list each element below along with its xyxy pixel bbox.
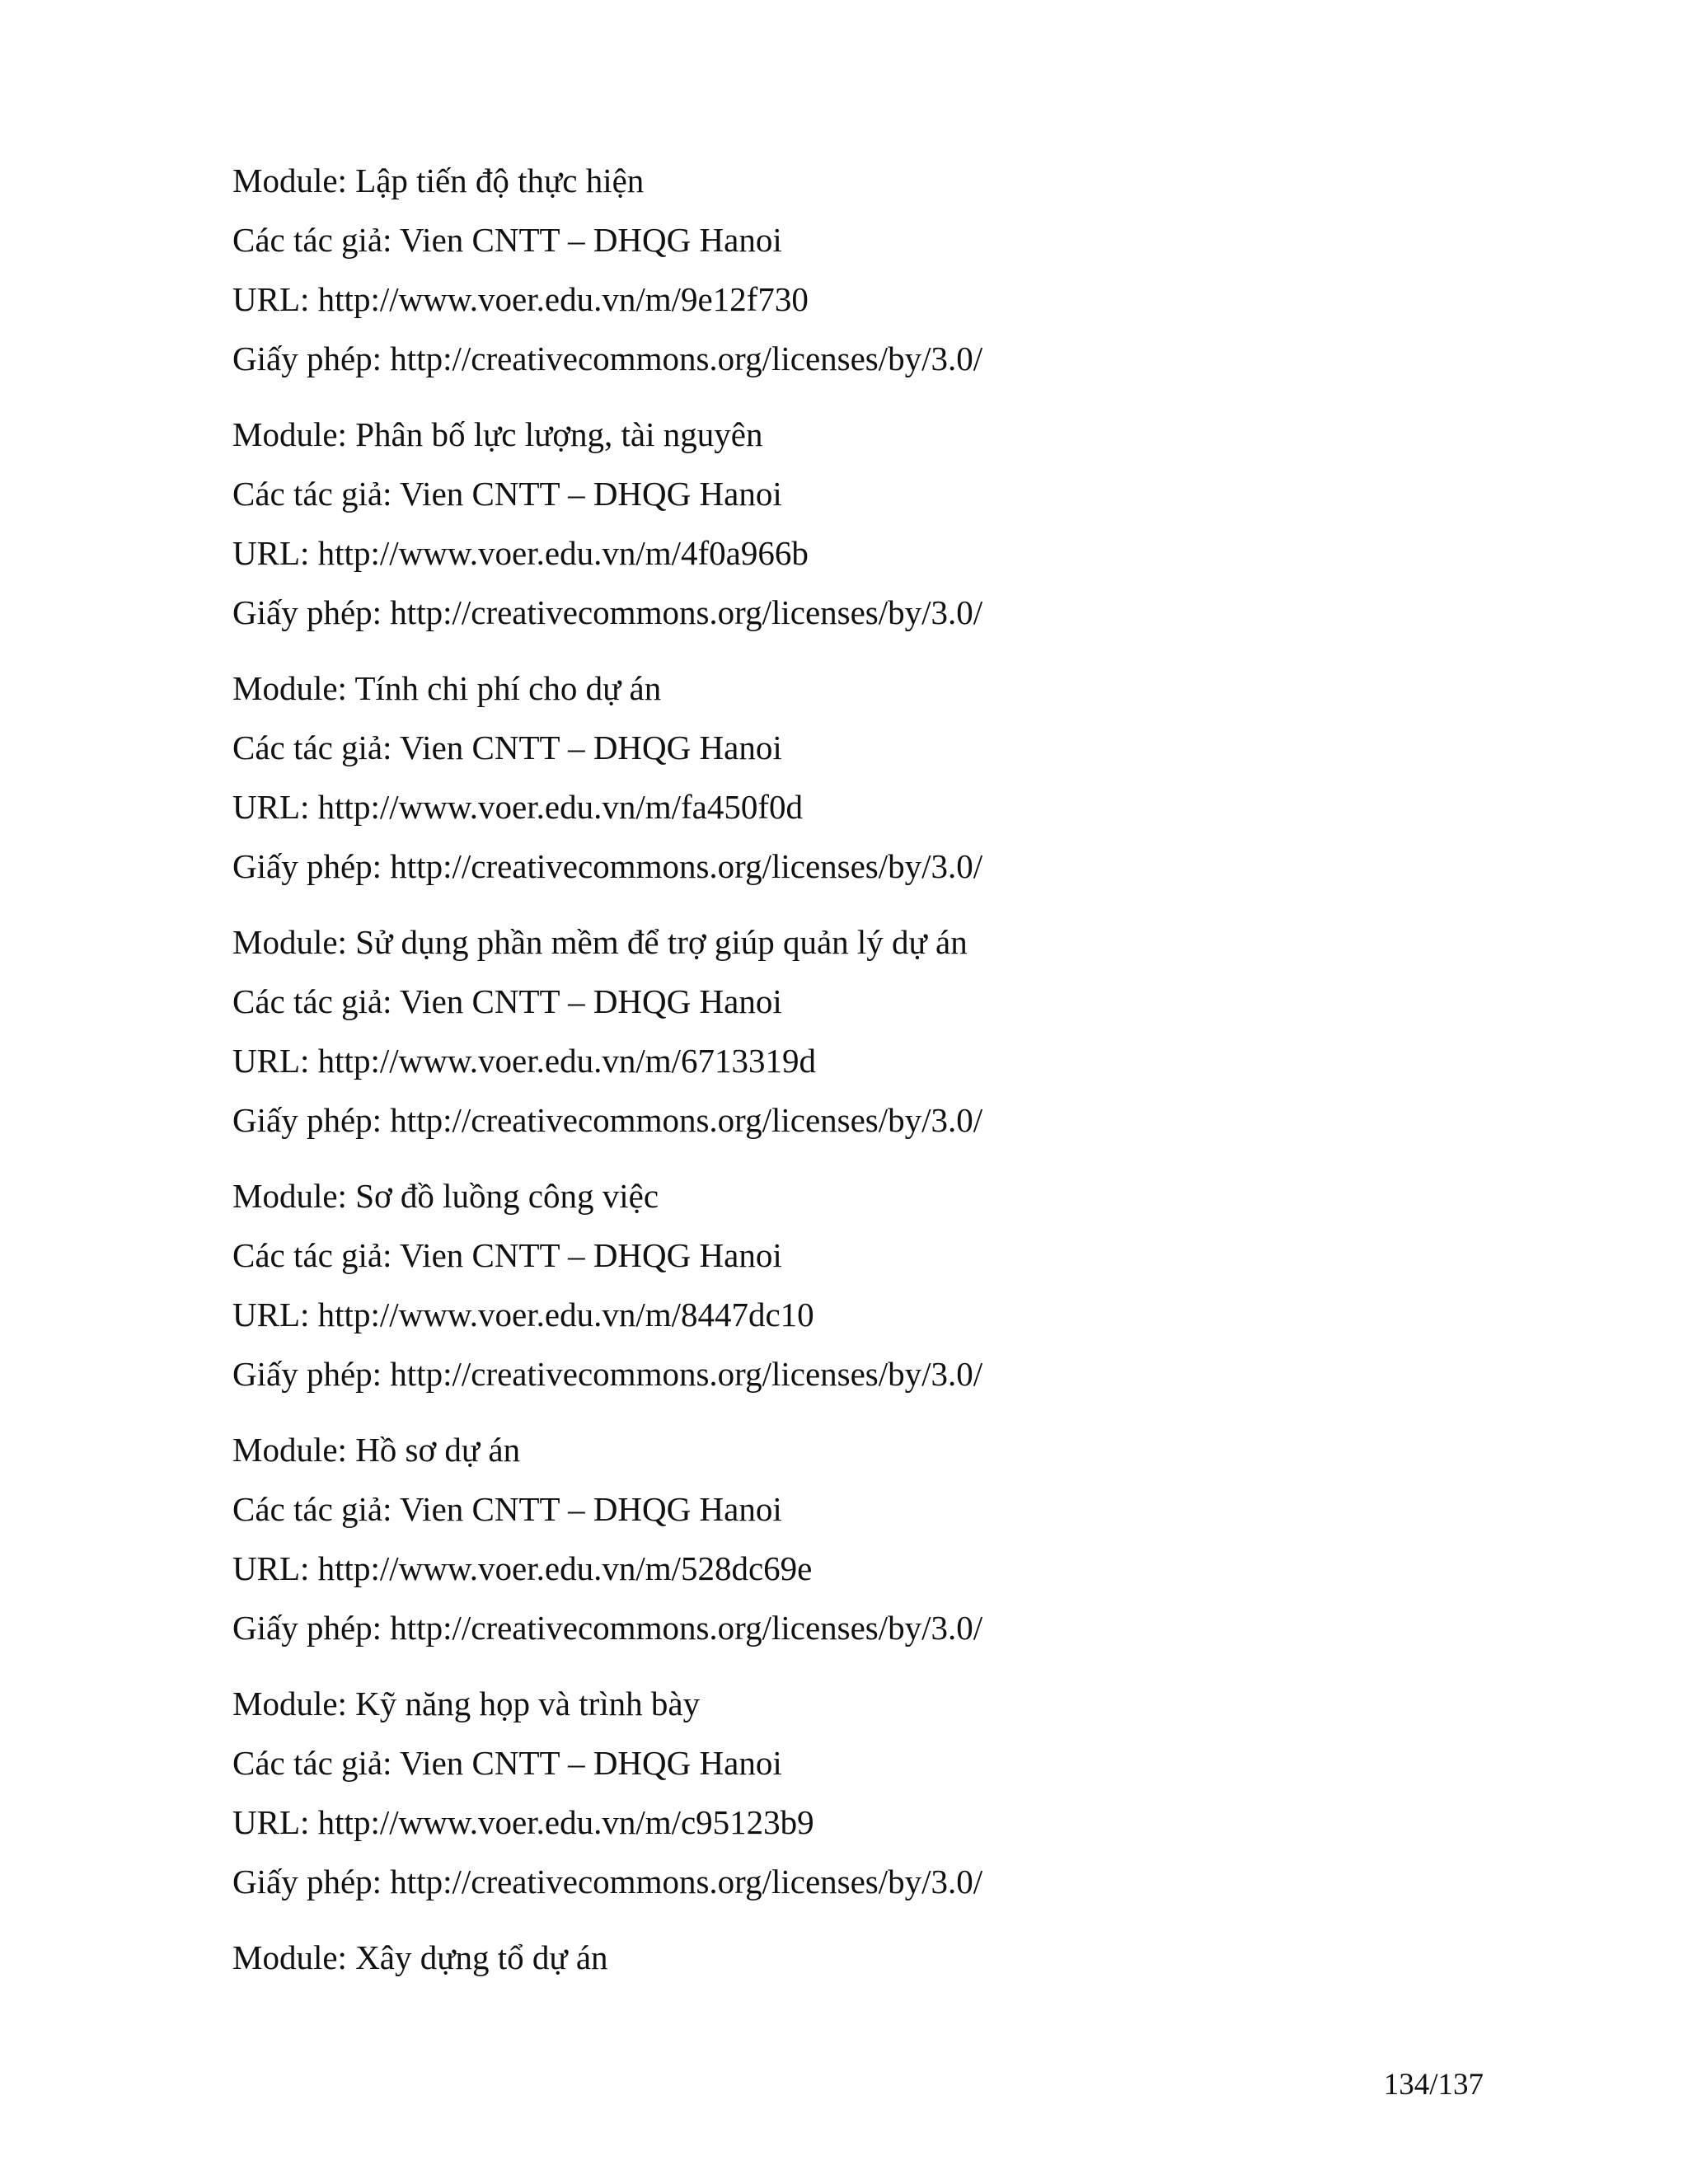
module-title-line xyxy=(232,1928,1551,1987)
module-authors-line xyxy=(232,1733,1551,1793)
module-label: Module: xyxy=(232,923,347,961)
license-value: http://creativecommons.org/licenses/by/3.0/ xyxy=(390,1101,983,1139)
url-value: http://www.voer.edu.vn/m/8447dc10 xyxy=(317,1296,814,1333)
module-title-line xyxy=(232,1166,1551,1226)
url-value: http://www.voer.edu.vn/m/fa450f0d xyxy=(317,788,803,826)
url-value: http://www.voer.edu.vn/m/528dc69e xyxy=(317,1549,813,1587)
module-title-line xyxy=(232,658,1551,718)
module-authors-line xyxy=(232,1226,1551,1285)
module-entry xyxy=(232,405,1551,642)
license-value: http://creativecommons.org/licenses/by/3.0/ xyxy=(390,340,983,377)
module-authors-line xyxy=(232,972,1551,1031)
module-authors-line xyxy=(232,210,1551,269)
module-label: Module: xyxy=(232,1431,347,1469)
url-value: http://www.voer.edu.vn/m/4f0a966b xyxy=(317,534,809,572)
module-label: Module: xyxy=(232,1938,347,1976)
license-label: Giấy phép: xyxy=(232,1101,382,1139)
url-label: URL: xyxy=(232,788,310,826)
license-label: Giấy phép: xyxy=(232,340,382,377)
authors-value: Vien CNTT – DHQG Hanoi xyxy=(400,1744,782,1782)
authors-value: Vien CNTT – DHQG Hanoi xyxy=(400,982,782,1020)
url-label: URL: xyxy=(232,280,310,318)
authors-label: Các tác giả: xyxy=(232,1236,392,1274)
module-value: Sử dụng phần mềm để trợ giúp quản lý dự án xyxy=(355,923,968,961)
module-title-line xyxy=(232,151,1551,210)
module-value: Tính chi phí cho dự án xyxy=(354,669,662,707)
module-license-line xyxy=(232,837,1551,896)
module-url-line xyxy=(232,1793,1551,1852)
module-title-line xyxy=(232,405,1551,464)
authors-value: Vien CNTT – DHQG Hanoi xyxy=(400,221,782,259)
module-entry xyxy=(232,151,1551,388)
authors-value: Vien CNTT – DHQG Hanoi xyxy=(400,1236,782,1274)
url-value: http://www.voer.edu.vn/m/c95123b9 xyxy=(317,1803,814,1841)
module-license-line xyxy=(232,1598,1551,1657)
module-value: Lập tiến độ thực hiện xyxy=(355,162,645,199)
module-license-line xyxy=(232,1090,1551,1150)
module-label: Module: xyxy=(232,162,347,199)
authors-label: Các tác giả: xyxy=(232,982,392,1020)
module-title-line xyxy=(232,912,1551,972)
module-entry xyxy=(232,1420,1551,1657)
module-label: Module: xyxy=(232,669,347,707)
module-entry xyxy=(232,658,1551,896)
license-value: http://creativecommons.org/licenses/by/3.0/ xyxy=(390,847,983,885)
module-value: Hồ sơ dự án xyxy=(355,1431,521,1469)
module-authors-line xyxy=(232,464,1551,523)
authors-label: Các tác giả: xyxy=(232,221,392,259)
license-label: Giấy phép: xyxy=(232,1863,382,1900)
module-label: Module: xyxy=(232,1177,347,1215)
url-label: URL: xyxy=(232,1549,310,1587)
module-url-line xyxy=(232,523,1551,583)
url-label: URL: xyxy=(232,1042,310,1080)
authors-value: Vien CNTT – DHQG Hanoi xyxy=(400,475,782,513)
url-value: http://www.voer.edu.vn/m/6713319d xyxy=(317,1042,816,1080)
url-label: URL: xyxy=(232,1803,310,1841)
module-url-line xyxy=(232,1285,1551,1344)
module-attribution-list xyxy=(232,151,1551,2004)
page-number: 134/137 xyxy=(1383,2068,1484,2102)
module-entry xyxy=(232,1928,1551,1987)
license-value: http://creativecommons.org/licenses/by/3.0/ xyxy=(390,1609,983,1647)
license-label: Giấy phép: xyxy=(232,1609,382,1647)
authors-value: Vien CNTT – DHQG Hanoi xyxy=(400,729,782,766)
module-entry xyxy=(232,1166,1551,1404)
module-license-line xyxy=(232,1852,1551,1911)
authors-label: Các tác giả: xyxy=(232,475,392,513)
url-label: URL: xyxy=(232,534,310,572)
authors-label: Các tác giả: xyxy=(232,1744,392,1782)
license-value: http://creativecommons.org/licenses/by/3.0/ xyxy=(390,1355,983,1393)
module-value: Kỹ năng họp và trình bày xyxy=(355,1685,701,1722)
url-value: http://www.voer.edu.vn/m/9e12f730 xyxy=(317,280,809,318)
module-value: Xây dựng tổ dự án xyxy=(355,1938,608,1976)
module-value: Phân bố lực lượng, tài nguyên xyxy=(355,415,763,453)
module-label: Module: xyxy=(232,415,347,453)
module-authors-line xyxy=(232,718,1551,777)
module-entry xyxy=(232,912,1551,1150)
module-url-line xyxy=(232,777,1551,837)
authors-label: Các tác giả: xyxy=(232,729,392,766)
module-license-line xyxy=(232,1344,1551,1404)
license-value: http://creativecommons.org/licenses/by/3.0/ xyxy=(390,1863,983,1900)
module-url-line xyxy=(232,1031,1551,1090)
module-title-line xyxy=(232,1674,1551,1733)
module-label: Module: xyxy=(232,1685,347,1722)
authors-value: Vien CNTT – DHQG Hanoi xyxy=(400,1490,782,1528)
authors-label: Các tác giả: xyxy=(232,1490,392,1528)
module-license-line xyxy=(232,329,1551,388)
module-license-line xyxy=(232,583,1551,642)
license-value: http://creativecommons.org/licenses/by/3.0/ xyxy=(390,593,983,631)
license-label: Giấy phép: xyxy=(232,1355,382,1393)
module-value: Sơ đồ luồng công việc xyxy=(355,1177,659,1215)
module-url-line xyxy=(232,269,1551,329)
url-label: URL: xyxy=(232,1296,310,1333)
license-label: Giấy phép: xyxy=(232,847,382,885)
module-entry xyxy=(232,1674,1551,1911)
license-label: Giấy phép: xyxy=(232,593,382,631)
module-title-line xyxy=(232,1420,1551,1479)
module-url-line xyxy=(232,1539,1551,1598)
module-authors-line xyxy=(232,1479,1551,1539)
